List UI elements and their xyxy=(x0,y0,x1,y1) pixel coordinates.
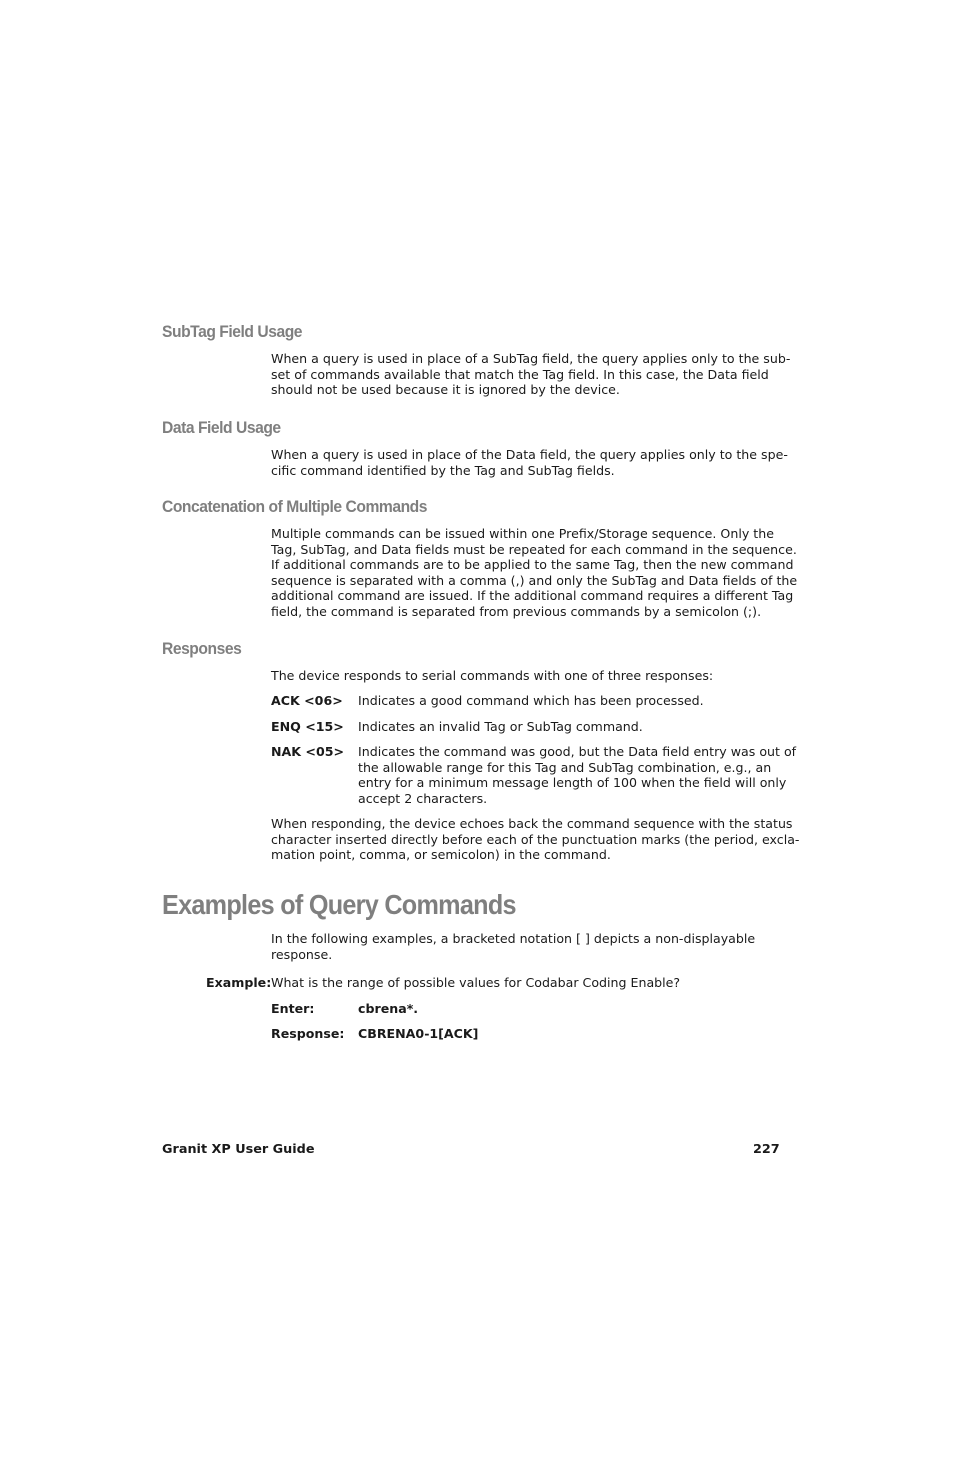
text-line: set of commands available that match the Tag field. In this case, the Data field xyxy=(271,366,769,382)
response-definition-enq xyxy=(358,719,788,735)
section-heading-subtag: SubTag Field Usage xyxy=(162,322,303,341)
example-question xyxy=(271,975,787,991)
chapter-heading-examples: Examples of Query Commands xyxy=(162,889,516,920)
text-line: If additional commands are to be applied to the same Tag, then the new command xyxy=(271,557,794,573)
page-number: 227 xyxy=(753,1142,780,1157)
text-line: When responding, the device echoes back the command sequence with the status xyxy=(271,816,793,831)
text-line: accept 2 characters. xyxy=(358,790,488,806)
section-heading-data-field: Data Field Usage xyxy=(162,418,281,437)
response-term-enq: ENQ <15> xyxy=(271,719,344,734)
responses-closing-paragraph xyxy=(271,816,800,863)
text-line: response. xyxy=(271,946,333,962)
text-line: field, the command is separated from previous commands by a semicolon (;). xyxy=(271,603,762,619)
footer-title: Granit XP User Guide xyxy=(162,1142,315,1157)
text-line: mation point, comma, or semicolon) in the command. xyxy=(271,847,611,863)
text-line: Indicates the command was good, but the Data field entry was out of xyxy=(358,744,797,759)
response-term-ack: ACK <06> xyxy=(271,693,343,708)
text-line: should not be used because it is ignored by the device. xyxy=(271,382,620,398)
examples-intro xyxy=(271,931,787,962)
section-heading-concatenation: Concatenation of Multiple Commands xyxy=(162,497,428,516)
subtag-paragraph xyxy=(271,351,791,398)
text-line: Indicates an invalid Tag or SubTag command. xyxy=(358,719,643,734)
text-line: What is the range of possible values for Codabar Coding Enable? xyxy=(271,975,681,990)
response-definition-nak xyxy=(358,744,797,806)
enter-value: cbrena*. xyxy=(358,1001,419,1016)
text-line: Multiple commands can be issued within one Prefix/Storage sequence. Only the xyxy=(271,526,774,541)
section-heading-responses: Responses xyxy=(162,639,242,658)
text-line: sequence is separated with a comma (,) and only the SubTag and Data fields of the xyxy=(271,572,798,588)
text-line: Indicates a good command which has been processed. xyxy=(358,693,704,708)
text-line: When a query is used in place of the Data field, the query applies only to the spe- xyxy=(271,447,788,462)
concatenation-paragraph xyxy=(271,526,798,620)
text-line: cific command identified by the Tag and SubTag fields. xyxy=(271,462,615,478)
text-line: When a query is used in place of a SubTag field, the query applies only to the sub- xyxy=(271,351,791,366)
text-line: the allowable range for this Tag and SubTag combination, e.g., an xyxy=(358,759,772,775)
text-line: character inserted directly before each of the punctuation marks (the period, excla- xyxy=(271,831,800,847)
response-definition-ack xyxy=(358,693,788,709)
response-term-nak: NAK <05> xyxy=(271,744,345,759)
text-line: Tag, SubTag, and Data fields must be repeated for each command in the sequence. xyxy=(271,541,797,557)
response-value: CBRENA0-1[ACK] xyxy=(358,1026,479,1041)
text-line: In the following examples, a bracketed notation [ ] depicts a non-displayable xyxy=(271,931,756,946)
text-line: additional command are issued. If the additional command requires a different Tag xyxy=(271,588,794,604)
data-field-paragraph xyxy=(271,447,787,478)
text-line: entry for a minimum message length of 100 when the field will only xyxy=(358,775,787,791)
enter-label: Enter: xyxy=(271,1001,315,1016)
example-label: Example: xyxy=(206,975,272,990)
text-line: The device responds to serial commands with one of three responses: xyxy=(271,668,714,683)
responses-intro xyxy=(271,668,787,684)
response-label: Response: xyxy=(271,1026,345,1041)
